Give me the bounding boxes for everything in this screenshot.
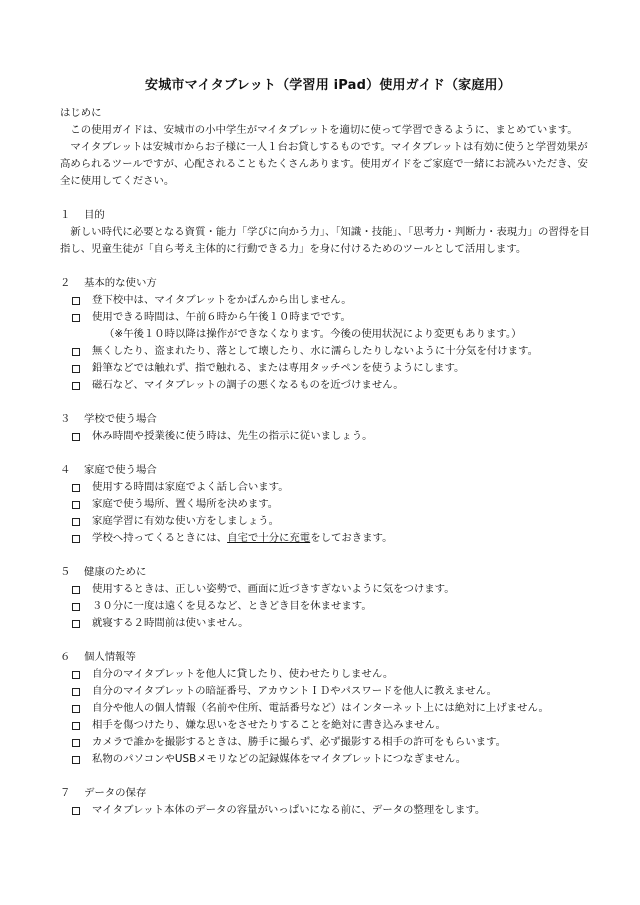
checkbox-icon: [72, 365, 80, 373]
checklist-item-text: 自分や他人の個人情報（名前や住所、電話番号など）はインターネット上には絶対に上げません。: [92, 702, 549, 714]
checklist-item: [72, 513, 596, 530]
time-limit-note: （※午後１０時以降は操作ができなくなります。今後の使用状況により変更もあります。）: [104, 328, 522, 340]
intro-paragraph-2: マイタブレットは安城市からお子様に一人１台お貸しするものです。マイタブレットは有効に使うと学習効果が高められるツールですが、心配されることもたくさんあります。使用ガイドをご家庭で一緒にお読みいただき、安全に使用してください。: [60, 141, 588, 187]
checklist: [60, 428, 596, 445]
checklist-item: [72, 496, 596, 513]
checklist-item: [72, 479, 596, 496]
checklist: [60, 581, 596, 632]
charge-text-underlined: 自宅で十分に充電: [227, 532, 311, 544]
section-personal-info: [60, 649, 596, 768]
section-school-use: [60, 411, 596, 445]
checklist: [60, 479, 596, 547]
section-health: [60, 564, 596, 632]
checklist: [60, 292, 596, 326]
checkbox-icon: [72, 722, 80, 730]
document-title: 安城市マイタブレット（学習用 iPad）使用ガイド（家庭用）: [145, 78, 511, 93]
checklist-item-text: マイタブレット本体のデータの容量がいっぱいになる前に、データの整理をします。: [92, 804, 486, 816]
section-purpose: [60, 207, 596, 258]
section-title: 基本的な使い方: [84, 277, 157, 289]
checklist-item: [72, 615, 596, 632]
section-number: ７: [60, 787, 71, 799]
charge-text-after: をしておきます。: [310, 532, 393, 544]
intro-paragraph-1: この使用ガイドは、安城市の小中学生がマイタブレットを適切に使って学習できるように、まとめています。: [70, 124, 578, 136]
checkbox-icon: [72, 348, 80, 356]
checkbox-icon: [72, 484, 80, 492]
checklist-item-text: 無くしたり、盗まれたり、落として壊したり、水に濡らしたりしないように十分気を付けます。: [92, 345, 538, 357]
checkbox-icon: [72, 756, 80, 764]
checkbox-icon: [72, 535, 80, 543]
checkbox-icon: [72, 382, 80, 390]
section-number: ３: [60, 413, 71, 425]
section-title: 健康のために: [84, 566, 147, 578]
checkbox-icon: [72, 586, 80, 594]
checklist-item-text: 私物のパソコンやUSBメモリなどの記録媒体をマイタブレットにつなぎません。: [92, 753, 467, 765]
checklist-item: [72, 683, 596, 700]
checklist-item-text: 家庭学習に有効な使い方をしましょう。: [92, 515, 280, 527]
checklist-item-text: 鉛筆などでは触れず、指で触れる、または専用タッチペンを使うようにします。: [92, 362, 465, 374]
section-number: １: [60, 209, 71, 221]
checklist-item: [72, 377, 596, 394]
checklist-item: [72, 581, 596, 598]
section-heading: [60, 785, 596, 802]
section-number: ５: [60, 566, 71, 578]
checkbox-icon: [72, 688, 80, 696]
checklist-item: [72, 802, 596, 819]
charge-text-before: 学校へ持ってくるときには、: [92, 532, 228, 544]
checklist-item: [72, 666, 596, 683]
checklist-item: [72, 530, 596, 547]
section-text: 新しい時代に必要となる資質・能力「学びに向かう力」、「知識・技能」、「思考力・判断力・表現力」の習得を目指し、児童生徒が「自ら考え主体的に行動できる力」を身に付けるためのツールとして活用します。: [60, 226, 590, 255]
section-heading: [60, 275, 596, 292]
intro-section: [60, 105, 596, 190]
checkbox-icon: [72, 705, 80, 713]
checklist: [60, 666, 596, 768]
checklist-item: [72, 751, 596, 768]
checklist-item-text: 磁石など、マイタブレットの調子の悪くなるものを近づけません。: [92, 379, 404, 391]
checkbox-icon: [72, 501, 80, 509]
section-basic-usage: [60, 275, 596, 394]
section-number: ６: [60, 651, 71, 663]
checklist-item: [72, 717, 596, 734]
section-number: ４: [60, 464, 71, 476]
section-heading: [60, 207, 596, 224]
checklist-item: [72, 428, 596, 445]
checkbox-icon: [72, 807, 80, 815]
section-heading: [60, 564, 596, 581]
section-title: 目的: [84, 209, 105, 221]
checklist-item: [72, 700, 596, 717]
section-title: 学校で使う場合: [84, 413, 157, 425]
checklist-item: [72, 734, 596, 751]
checklist-item: [72, 360, 596, 377]
section-number: ２: [60, 277, 71, 289]
section-title: データの保存: [84, 787, 147, 799]
checklist-item: [72, 292, 596, 309]
section-heading: [60, 411, 596, 428]
checklist-item-text: 使用する時間は家庭でよく話し合います。: [92, 481, 289, 493]
checklist-item-text: 使用できる時間は、午前６時から午後１０時までです。: [92, 311, 351, 323]
checkbox-icon: [72, 518, 80, 526]
checkbox-icon: [72, 620, 80, 628]
checklist-item: [72, 343, 596, 360]
checklist-item-text: 休み時間や授業後に使う時は、先生の指示に従いましょう。: [92, 430, 373, 442]
checklist-item: [72, 309, 596, 326]
checklist-item-text: [92, 530, 393, 547]
section-heading: [60, 649, 596, 666]
checkbox-icon: [72, 314, 80, 322]
checklist-item-text: 使用するときは、正しい姿勢で、画面に近づきすぎないように気をつけます。: [92, 583, 455, 595]
checklist-item: [72, 598, 596, 615]
checkbox-icon: [72, 603, 80, 611]
checklist: [60, 802, 596, 819]
checklist: [60, 343, 596, 394]
section-title: 個人情報等: [84, 651, 136, 663]
checkbox-icon: [72, 671, 80, 679]
checkbox-icon: [72, 433, 80, 441]
section-home-use: [60, 462, 596, 547]
checklist-item-text: 就寝する２時間前は使いません。: [92, 617, 249, 629]
checklist-item-text: カメラで誰かを撮影するときは、勝手に撮らず、必ず撮影する相手の許可をもらいます。: [92, 736, 506, 748]
checklist-item-text: 家庭で使う場所、置く場所を決めます。: [92, 498, 279, 510]
checkbox-icon: [72, 739, 80, 747]
section-heading: [60, 462, 596, 479]
checklist-item-text: 相手を傷つけたり、嫌な思いをさせたりすることを絶対に書き込みません。: [92, 719, 446, 731]
checklist-item-text: ３０分に一度は遠くを見るなど、ときどき目を休ませます。: [92, 600, 372, 612]
section-data-storage: [60, 785, 596, 819]
intro-heading: はじめに: [60, 107, 102, 119]
section-title: 家庭で使う場合: [84, 464, 157, 476]
checkbox-icon: [72, 297, 80, 305]
checklist-item-text: 自分のマイタブレットの暗証番号、アカウントＩＤやパスワードを他人に教えません。: [92, 685, 498, 697]
checklist-item-text: 自分のマイタブレットを他人に貸したり、使わせたりしません。: [92, 668, 394, 680]
checklist-item-text: 登下校中は、マイタブレットをかばんから出しません。: [92, 294, 352, 306]
